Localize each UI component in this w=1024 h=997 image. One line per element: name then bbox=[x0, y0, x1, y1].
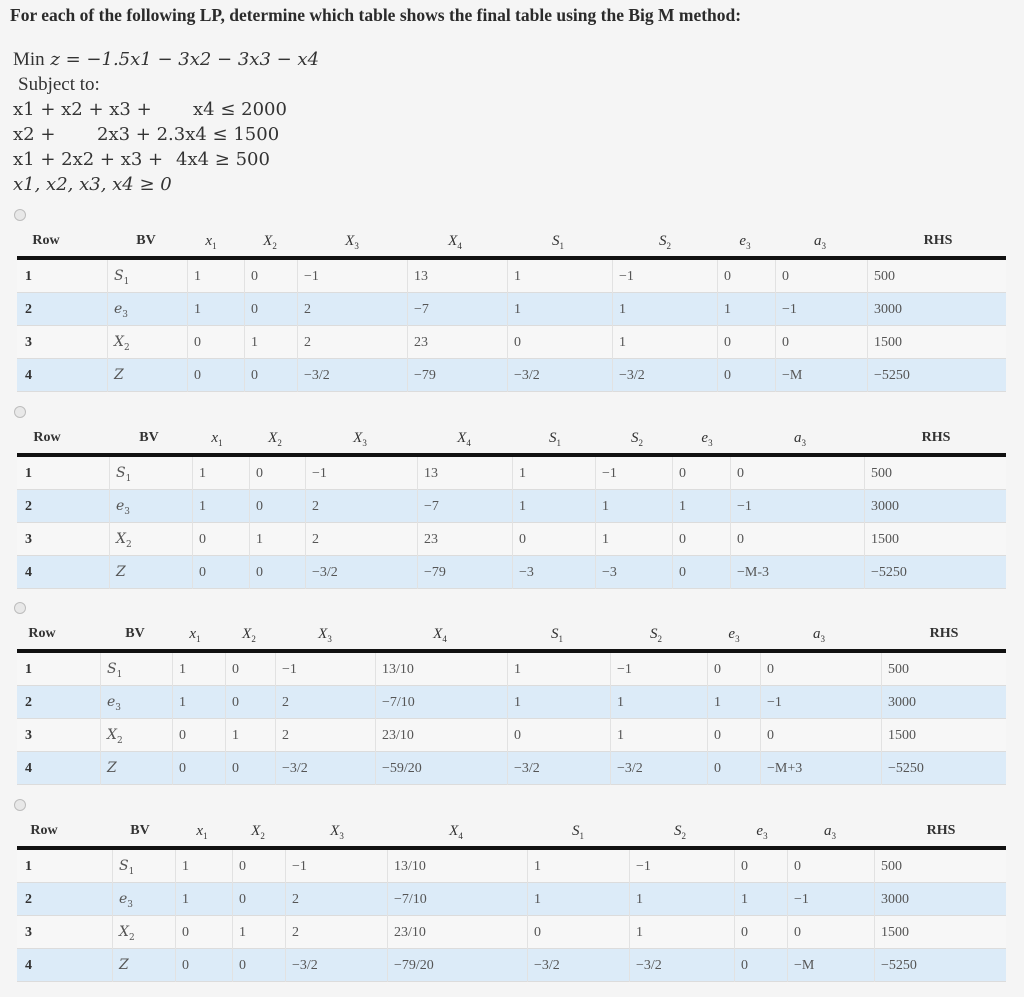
cell-s1: −3/2 bbox=[507, 752, 610, 785]
table-row bbox=[17, 457, 1006, 490]
constraint-2: x2 + 2x3 + 2.3x4 ≤ 1500 bbox=[13, 124, 280, 145]
header-x4: $X_4$ bbox=[449, 823, 463, 841]
cell-x4: −79/20 bbox=[387, 949, 527, 982]
cell-row: 4 bbox=[25, 761, 32, 776]
cell-row: 3 bbox=[25, 925, 32, 940]
cell-bv: $S_1$ bbox=[100, 653, 172, 686]
constraint-1: x1 + x2 + x3 + x4 ≤ 2000 bbox=[13, 99, 287, 120]
cell-s2: −3 bbox=[595, 556, 672, 589]
cell-x1: 0 bbox=[175, 949, 232, 982]
cell-x4: 23/10 bbox=[375, 719, 507, 752]
tableau-3 bbox=[17, 618, 1006, 776]
cell-x1: 1 bbox=[175, 850, 232, 883]
cell-row: 1 bbox=[25, 662, 32, 677]
cell-x1: 0 bbox=[187, 359, 244, 392]
cell-s1: 1 bbox=[507, 653, 610, 686]
cell-x4: 23/10 bbox=[387, 916, 527, 949]
table-row bbox=[17, 523, 1006, 556]
header-x4: $X_4$ bbox=[448, 233, 462, 251]
cell-x4: −79 bbox=[417, 556, 512, 589]
header-x2: $X_2$ bbox=[268, 430, 282, 448]
cell-x3: −3/2 bbox=[285, 949, 387, 982]
cell-rhs: −5250 bbox=[881, 752, 1006, 785]
header-x3: $X_3$ bbox=[330, 823, 344, 841]
cell-x2: 0 bbox=[244, 260, 297, 293]
cell-x2: 0 bbox=[232, 949, 285, 982]
header-rhs: RHS bbox=[926, 823, 956, 838]
header-x4: $X_4$ bbox=[433, 626, 447, 644]
cell-x3: −3/2 bbox=[305, 556, 417, 589]
lp-formulation bbox=[13, 47, 319, 197]
table-row bbox=[17, 326, 1006, 359]
cell-row: 1 bbox=[25, 859, 32, 874]
header-x2: $X_2$ bbox=[263, 233, 277, 251]
table-row bbox=[17, 949, 1006, 982]
nonnegativity: x1, x2, x3, x4 ≥ 0 bbox=[13, 174, 172, 195]
cell-a3: −M bbox=[787, 949, 874, 982]
table-row bbox=[17, 556, 1006, 589]
header-a3: $a_3$ bbox=[824, 823, 836, 841]
cell-e3: 0 bbox=[734, 850, 787, 883]
header-s2: $S_2$ bbox=[650, 626, 662, 644]
header-x1: $x_1$ bbox=[196, 823, 208, 841]
cell-row: 4 bbox=[25, 958, 32, 973]
cell-bv: $X_2$ bbox=[100, 719, 172, 752]
cell-a3: −1 bbox=[730, 490, 864, 523]
cell-e3: 1 bbox=[734, 883, 787, 916]
table-row bbox=[17, 260, 1006, 293]
cell-s2: −3/2 bbox=[629, 949, 734, 982]
cell-bv: $X_2$ bbox=[112, 916, 175, 949]
cell-e3: 1 bbox=[707, 686, 760, 719]
objective-line bbox=[13, 47, 319, 72]
cell-x3: 2 bbox=[285, 883, 387, 916]
cell-e3: 0 bbox=[717, 260, 775, 293]
cell-a3: 0 bbox=[787, 850, 874, 883]
constraint-3: x1 + 2x2 + x3 + 4x4 ≥ 500 bbox=[13, 149, 270, 170]
cell-e3: 1 bbox=[717, 293, 775, 326]
cell-x1: 0 bbox=[172, 752, 225, 785]
cell-e3: 1 bbox=[672, 490, 730, 523]
table-row bbox=[17, 916, 1006, 949]
cell-rhs: 500 bbox=[867, 260, 1006, 293]
cell-e3: 0 bbox=[707, 719, 760, 752]
cell-rhs: 1500 bbox=[864, 523, 1006, 556]
cell-a3: −M+3 bbox=[760, 752, 881, 785]
header-x3: $X_3$ bbox=[318, 626, 332, 644]
header-rhs: RHS bbox=[929, 626, 959, 641]
cell-s1: 1 bbox=[512, 457, 595, 490]
cell-bv: $S_1$ bbox=[107, 260, 187, 293]
cell-row: 2 bbox=[25, 499, 32, 514]
cell-rhs: −5250 bbox=[874, 949, 1006, 982]
cell-rhs: 500 bbox=[864, 457, 1006, 490]
cell-x4: −79 bbox=[407, 359, 507, 392]
cell-x2: 1 bbox=[232, 916, 285, 949]
cell-s1: 0 bbox=[507, 326, 612, 359]
header-x1: $x_1$ bbox=[189, 626, 201, 644]
cell-x3: 2 bbox=[275, 686, 375, 719]
cell-x3: −1 bbox=[275, 653, 375, 686]
question-text: For each of the following LP, determine which table shows the final table using the Big M method: bbox=[10, 5, 742, 25]
cell-x2: 0 bbox=[249, 457, 305, 490]
header-e3: $e_3$ bbox=[728, 626, 740, 644]
header-row: Row bbox=[32, 233, 60, 248]
cell-s2: −3/2 bbox=[612, 359, 717, 392]
cell-s1: 1 bbox=[527, 850, 629, 883]
cell-x1: 1 bbox=[192, 490, 249, 523]
cell-x2: 0 bbox=[225, 686, 275, 719]
cell-row: 2 bbox=[25, 695, 32, 710]
header-x1: $x_1$ bbox=[211, 430, 223, 448]
cell-e3: 0 bbox=[734, 916, 787, 949]
cell-s1: −3 bbox=[512, 556, 595, 589]
header-bv: BV bbox=[136, 233, 156, 248]
cell-x3: −1 bbox=[285, 850, 387, 883]
cell-bv: $e_3$ bbox=[109, 490, 192, 523]
header-e3: $e_3$ bbox=[701, 430, 713, 448]
cell-s1: 1 bbox=[527, 883, 629, 916]
cell-x3: −3/2 bbox=[275, 752, 375, 785]
table-row bbox=[17, 359, 1006, 392]
cell-x2: 0 bbox=[225, 653, 275, 686]
cell-x2: 1 bbox=[244, 326, 297, 359]
cell-x3: −1 bbox=[305, 457, 417, 490]
cell-s2: −1 bbox=[595, 457, 672, 490]
header-s1: $S_1$ bbox=[549, 430, 561, 448]
cell-e3: 0 bbox=[707, 752, 760, 785]
cell-s1: −3/2 bbox=[507, 359, 612, 392]
cell-bv: Z bbox=[100, 752, 172, 785]
cell-row: 2 bbox=[25, 302, 32, 317]
cell-bv: $e_3$ bbox=[107, 293, 187, 326]
header-e3: $e_3$ bbox=[756, 823, 768, 841]
header-s1: $S_1$ bbox=[552, 233, 564, 251]
cell-x4: 23 bbox=[417, 523, 512, 556]
header-rhs: RHS bbox=[921, 430, 951, 445]
subject-to: Subject to: bbox=[18, 74, 100, 95]
cell-s2: 1 bbox=[612, 326, 717, 359]
header-bv: BV bbox=[125, 626, 145, 641]
cell-row: 4 bbox=[25, 565, 32, 580]
cell-s2: 1 bbox=[612, 293, 717, 326]
header-a3: $a_3$ bbox=[813, 626, 825, 644]
cell-x4: −7/10 bbox=[375, 686, 507, 719]
cell-bv: $X_2$ bbox=[107, 326, 187, 359]
cell-bv: Z bbox=[112, 949, 175, 982]
table-row bbox=[17, 686, 1006, 719]
cell-x1: 0 bbox=[192, 556, 249, 589]
cell-x1: 1 bbox=[187, 260, 244, 293]
cell-x3: 2 bbox=[305, 490, 417, 523]
header-x2: $X_2$ bbox=[251, 823, 265, 841]
cell-x4: −59/20 bbox=[375, 752, 507, 785]
cell-x2: 0 bbox=[249, 490, 305, 523]
cell-row: 3 bbox=[25, 728, 32, 743]
cell-bv: $e_3$ bbox=[112, 883, 175, 916]
cell-x4: 23 bbox=[407, 326, 507, 359]
cell-a3: 0 bbox=[775, 326, 867, 359]
cell-a3: 0 bbox=[730, 523, 864, 556]
cell-bv: $S_1$ bbox=[112, 850, 175, 883]
header-x4: $X_4$ bbox=[457, 430, 471, 448]
header-x3: $X_3$ bbox=[353, 430, 367, 448]
cell-x4: 13/10 bbox=[387, 850, 527, 883]
option-radio-4[interactable] bbox=[14, 799, 26, 811]
header-s2: $S_2$ bbox=[659, 233, 671, 251]
cell-row: 1 bbox=[25, 269, 32, 284]
cell-bv: $S_1$ bbox=[109, 457, 192, 490]
table-row bbox=[17, 719, 1006, 752]
cell-row: 3 bbox=[25, 335, 32, 350]
cell-x1: 0 bbox=[192, 523, 249, 556]
cell-e3: 0 bbox=[672, 523, 730, 556]
cell-s2: −1 bbox=[612, 260, 717, 293]
cell-x4: 13 bbox=[417, 457, 512, 490]
cell-a3: −1 bbox=[760, 686, 881, 719]
cell-x1: 1 bbox=[187, 293, 244, 326]
header-x3: $X_3$ bbox=[345, 233, 359, 251]
cell-bv: Z bbox=[109, 556, 192, 589]
cell-s2: −1 bbox=[610, 653, 707, 686]
cell-x3: 2 bbox=[297, 293, 407, 326]
cell-s2: 1 bbox=[610, 719, 707, 752]
header-bv: BV bbox=[130, 823, 150, 838]
header-s1: $S_1$ bbox=[572, 823, 584, 841]
cell-e3: 0 bbox=[672, 457, 730, 490]
cell-x4: −7 bbox=[407, 293, 507, 326]
cell-rhs: 1500 bbox=[874, 916, 1006, 949]
cell-x1: 1 bbox=[172, 686, 225, 719]
cell-x3: −1 bbox=[297, 260, 407, 293]
objective: z = −1.5x1 − 3x2 − 3x3 − x4 bbox=[50, 49, 320, 70]
table-row bbox=[17, 653, 1006, 686]
cell-s2: −1 bbox=[629, 850, 734, 883]
cell-x1: 1 bbox=[172, 653, 225, 686]
cell-a3: 0 bbox=[787, 916, 874, 949]
cell-x2: 0 bbox=[244, 293, 297, 326]
cell-a3: −M bbox=[775, 359, 867, 392]
cell-s2: 1 bbox=[629, 883, 734, 916]
cell-x1: 0 bbox=[175, 916, 232, 949]
header-a3: $a_3$ bbox=[794, 430, 806, 448]
cell-x4: −7 bbox=[417, 490, 512, 523]
cell-a3: 0 bbox=[730, 457, 864, 490]
header-row: Row bbox=[30, 823, 58, 838]
cell-bv: $X_2$ bbox=[109, 523, 192, 556]
cell-s2: 1 bbox=[610, 686, 707, 719]
cell-rhs: −5250 bbox=[867, 359, 1006, 392]
cell-s1: 0 bbox=[512, 523, 595, 556]
cell-rhs: 3000 bbox=[864, 490, 1006, 523]
cell-s1: 1 bbox=[507, 260, 612, 293]
cell-s1: 0 bbox=[527, 916, 629, 949]
cell-x3: 2 bbox=[297, 326, 407, 359]
cell-a3: 0 bbox=[775, 260, 867, 293]
cell-x2: 0 bbox=[232, 850, 285, 883]
cell-s1: 1 bbox=[507, 293, 612, 326]
header-row: Row bbox=[28, 626, 56, 641]
header-a3: $a_3$ bbox=[814, 233, 826, 251]
cell-s2: 1 bbox=[595, 490, 672, 523]
cell-s1: −3/2 bbox=[527, 949, 629, 982]
cell-e3: 0 bbox=[734, 949, 787, 982]
cell-s2: −3/2 bbox=[610, 752, 707, 785]
option-radio-3[interactable] bbox=[14, 602, 26, 614]
cell-x2: 0 bbox=[232, 883, 285, 916]
cell-rhs: 500 bbox=[874, 850, 1006, 883]
cell-s2: 1 bbox=[595, 523, 672, 556]
table-row bbox=[17, 883, 1006, 916]
header-s2: $S_2$ bbox=[631, 430, 643, 448]
cell-row: 4 bbox=[25, 368, 32, 383]
cell-rhs: 1500 bbox=[881, 719, 1006, 752]
header-x1: $x_1$ bbox=[205, 233, 217, 251]
cell-row: 3 bbox=[25, 532, 32, 547]
objective-prefix: Min bbox=[13, 49, 45, 70]
cell-a3: 0 bbox=[760, 653, 881, 686]
cell-x1: 0 bbox=[187, 326, 244, 359]
cell-x1: 1 bbox=[175, 883, 232, 916]
cell-x2: 0 bbox=[244, 359, 297, 392]
cell-row: 2 bbox=[25, 892, 32, 907]
cell-a3: −M-3 bbox=[730, 556, 864, 589]
cell-s1: 1 bbox=[507, 686, 610, 719]
cell-x3: −3/2 bbox=[297, 359, 407, 392]
cell-e3: 0 bbox=[672, 556, 730, 589]
table-row bbox=[17, 490, 1006, 523]
cell-rhs: 3000 bbox=[874, 883, 1006, 916]
header-s1: $S_1$ bbox=[551, 626, 563, 644]
cell-x4: 13 bbox=[407, 260, 507, 293]
cell-x2: 0 bbox=[249, 556, 305, 589]
header-bv: BV bbox=[139, 430, 159, 445]
cell-x3: 2 bbox=[285, 916, 387, 949]
cell-rhs: −5250 bbox=[864, 556, 1006, 589]
cell-x1: 1 bbox=[192, 457, 249, 490]
cell-s1: 1 bbox=[512, 490, 595, 523]
header-s2: $S_2$ bbox=[674, 823, 686, 841]
cell-x1: 0 bbox=[172, 719, 225, 752]
header-rhs: RHS bbox=[923, 233, 953, 248]
cell-s2: 1 bbox=[629, 916, 734, 949]
table-row bbox=[17, 293, 1006, 326]
header-row: Row bbox=[33, 430, 61, 445]
cell-bv: Z bbox=[107, 359, 187, 392]
cell-x4: 13/10 bbox=[375, 653, 507, 686]
cell-rhs: 3000 bbox=[867, 293, 1006, 326]
tableau-1 bbox=[17, 225, 1006, 383]
table-row bbox=[17, 850, 1006, 883]
cell-x3: 2 bbox=[305, 523, 417, 556]
cell-e3: 0 bbox=[707, 653, 760, 686]
cell-rhs: 500 bbox=[881, 653, 1006, 686]
cell-a3: −1 bbox=[775, 293, 867, 326]
option-radio-2[interactable] bbox=[14, 406, 26, 418]
cell-row: 1 bbox=[25, 466, 32, 481]
table-row bbox=[17, 752, 1006, 785]
header-e3: $e_3$ bbox=[739, 233, 751, 251]
option-radio-1[interactable] bbox=[14, 209, 26, 221]
cell-s1: 0 bbox=[507, 719, 610, 752]
tableau-2 bbox=[17, 422, 1006, 580]
cell-rhs: 3000 bbox=[881, 686, 1006, 719]
cell-e3: 0 bbox=[717, 326, 775, 359]
cell-rhs: 1500 bbox=[867, 326, 1006, 359]
cell-x2: 1 bbox=[249, 523, 305, 556]
cell-a3: 0 bbox=[760, 719, 881, 752]
tableau-4 bbox=[17, 815, 1006, 973]
header-x2: $X_2$ bbox=[242, 626, 256, 644]
cell-e3: 0 bbox=[717, 359, 775, 392]
cell-x2: 0 bbox=[225, 752, 275, 785]
cell-a3: −1 bbox=[787, 883, 874, 916]
cell-x2: 1 bbox=[225, 719, 275, 752]
cell-bv: $e_3$ bbox=[100, 686, 172, 719]
cell-x4: −7/10 bbox=[387, 883, 527, 916]
cell-x3: 2 bbox=[275, 719, 375, 752]
